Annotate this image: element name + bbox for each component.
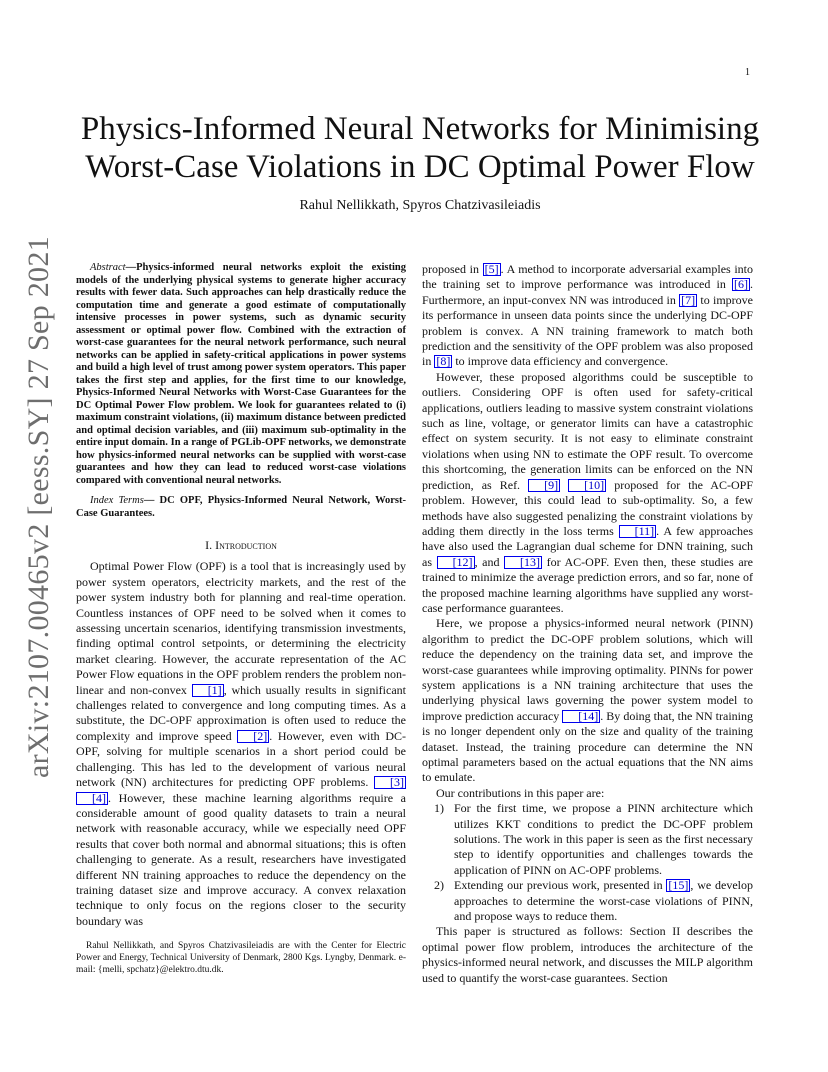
right-paragraph-structure: This paper is structured as follows: Section II describes the optimal power flow problem, introduces the architecture of the physics-informed neural network, and discusses the MILP algorithm used to quantify the worst-case guarantees. Section: [422, 924, 753, 985]
paper-authors: Rahul Nellikkath, Spyros Chatzivasileiadis: [299, 198, 541, 213]
citation-link[interactable]: [9]: [528, 479, 560, 492]
intro-paragraph-1: Optimal Power Flow (OPF) is a tool that is increasingly used by power system operators, electricity markets, and the rest of the power system industry both for planning and real-time operation. Countless instances of OPF need to be solved when it comes to assessing uncertain scenarios, identifying transmission investments, finding optimal control setpoints, or determining the electricity market clearing. However, the accurate representation of the AC Power Flow equations in the OPF problem renders the problem non-linear and non-convex [1] , which usually results in significant challenges related to convergence and long computing times. As a substitute, the DC-OPF approximation is often used to reduce the complexity and improve speed [2] . However, even with DC-OPF, solving for multiple scenarios in a short period could be challenging. This has led to the development of various neural network (NN) architectures for predicting OPF problems. [3] [4] . However, these machine learning algorithms require a considerable amount of good quality datasets to train a neural network with reasonable accuracy, while we especially need OPF results that cover both normal and abnormal situations; this is often challenging to generate. As a result, researchers have investigated different NN training approaches to reduce the dependency on the training dataset size and improve accuracy. A convex relaxation technique to only focus on the regions closer to the security boundary was: [76, 559, 406, 928]
section-heading-introduction: I. Introduction: [205, 538, 277, 552]
citation-link[interactable]: [12]: [437, 556, 475, 569]
citation-link[interactable]: [11]: [619, 525, 657, 538]
citation-link[interactable]: [7]: [681, 292, 696, 307]
citation-link[interactable]: [2]: [237, 730, 269, 743]
arxiv-identifier-stamp: arXiv:2107.00465v2 [eess.SY] 27 Sep 2021: [22, 236, 55, 778]
citation-link[interactable]: [8]: [436, 354, 451, 369]
abstract-text: —Physics-informed neural networks exploit the existing models of the underlying physical systems to generate higher accuracy results with fewer data. Such approaches can help drastically reduce the computation time and generate a good estimate of computationally intensive processes in power systems, such as dynamic security assessment or optimal power flow. Combined with the extraction of worst-case guarantees for the neural network performance, such neural networks can be applied in safety-critical applications in power systems and build a high level of trust among power system operators. This paper takes the first step and applies, for the first time to our knowledge, Physics-Informed Neural Networks with Worst-Case Guarantees for the DC Optimal Power Flow problem. We look for guarantees related to (i) maximum constraint violations, (ii) maximum distance between predicted and optimal decision variables, and (iii) maximum sub-optimality in the entire input domain. In a range of PGLib-OPF networks, we demonstrate how physics-informed neural networks can be supplied with worst-case guarantees and how they can lead to reduced worst-case violations compared with conventional neural networks.: [76, 262, 406, 486]
citation-link[interactable]: [5]: [484, 262, 499, 276]
list-item: 2) Extending our previous work, presented in [15] , we develop approaches to determine the worst-case violations of PINN, and propose ways to reduce them.: [434, 878, 753, 924]
abstract: [76, 262, 406, 487]
citation-link[interactable]: [14]: [562, 710, 600, 723]
citation-link[interactable]: [3]: [374, 776, 406, 789]
list-item-number: 2): [434, 878, 444, 893]
paper-title: Physics-Informed Neural Networks for Minimising Worst-Case Violations in DC Optimal Power Flow: [80, 111, 760, 185]
page-number: 1: [745, 67, 750, 78]
index-terms-text: — DC OPF, Physics-Informed Neural Network, Worst-Case Guarantees.: [76, 495, 406, 519]
contributions-list: [422, 801, 753, 924]
left-column: [76, 262, 406, 929]
citation-link[interactable]: [6]: [734, 277, 748, 292]
citation-link[interactable]: [10]: [568, 479, 606, 492]
list-item: 1) For the first time, we propose a PINN architecture which utilizes KKT conditions to predict the DC-OPF problem solutions. The work in this paper is seen as the first necessary step to identify opportunities and challenges towards the application of PINN on AC-OPF problems.: [434, 801, 753, 877]
abstract-label: Abstract: [90, 262, 126, 273]
right-paragraph-0: proposed in [5] . A method to incorporate adversarial examples into the training set to improve performance was introduced in [6] . Furthermore, an input-convex NN was introduced in [7] to improve its performance in unseen data points since the underlying DC-OPF problem is convex. A NN training framework to match both prediction and the sensitivity of the OPF problem was also proposed in [8] to improve data efficiency and convergence.: [422, 262, 753, 369]
right-column: [422, 262, 753, 986]
citation-link[interactable]: [4]: [76, 792, 108, 805]
contributions-intro: Our contributions in this paper are:: [436, 785, 605, 800]
index-terms: [76, 495, 406, 520]
list-item-number: 1): [434, 801, 444, 816]
citation-link[interactable]: [13]: [504, 556, 542, 569]
author-affiliation-footnote: Rahul Nellikkath, and Spyros Chatzivasileiadis are with the Center for Electric Power and Energy, Technical University of Denmark, 2800 Kgs. Lyngby, Denmark. e-mail: {melli, spchatz}@elektro.dtu.dk.: [76, 941, 406, 975]
citation-link[interactable]: [15]: [668, 878, 689, 893]
right-paragraph-1: However, these proposed algorithms could be susceptible to outliers. Considering OPF is often used for safety-critical applications, outliers leading to massive system constraint violations such as line, voltage, or generator limits can have a catastrophic effect on system security. It is not easy to eliminate constraint violations when using NN to estimate the OPF result. To overcome this shortcoming, the generation limits can be enforced on the NN prediction, as Ref. [9] [10] proposed for the AC-OPF problem. However, this could lead to sub-optimality. So, a few methods have also suggested penalizing the constraint violations by adding them directly in the loss terms [11] . A few approaches have also used the Lagrangian dual scheme for DNN training, such as [12] , and [13] for AC-OPF. Even then, these studies are trained to minimize the average prediction errors, and so far, none of the proposed machine learning algorithms have supplied any worst-case performance guarantees.: [422, 369, 753, 615]
citation-link[interactable]: [1]: [192, 684, 224, 697]
index-terms-label: Index Terms: [90, 495, 144, 506]
right-paragraph-2: Here, we propose a physics-informed neural network (PINN) algorithm to predict the DC-OPF problem solutions, which will reduce the dependency on the training data set, and improve the worst-case guarantees while improving optimality. PINNs for power system applications is a NN training architecture that uses the underlying physical laws governing the power system model to improve prediction accuracy [14] . By doing that, the NN training is no longer dependent only on the size and quality of the training dataset. Instead, the training procedure can determine the NN optimal parameters based on the actual equations that the NN aims to emulate.: [422, 616, 753, 785]
